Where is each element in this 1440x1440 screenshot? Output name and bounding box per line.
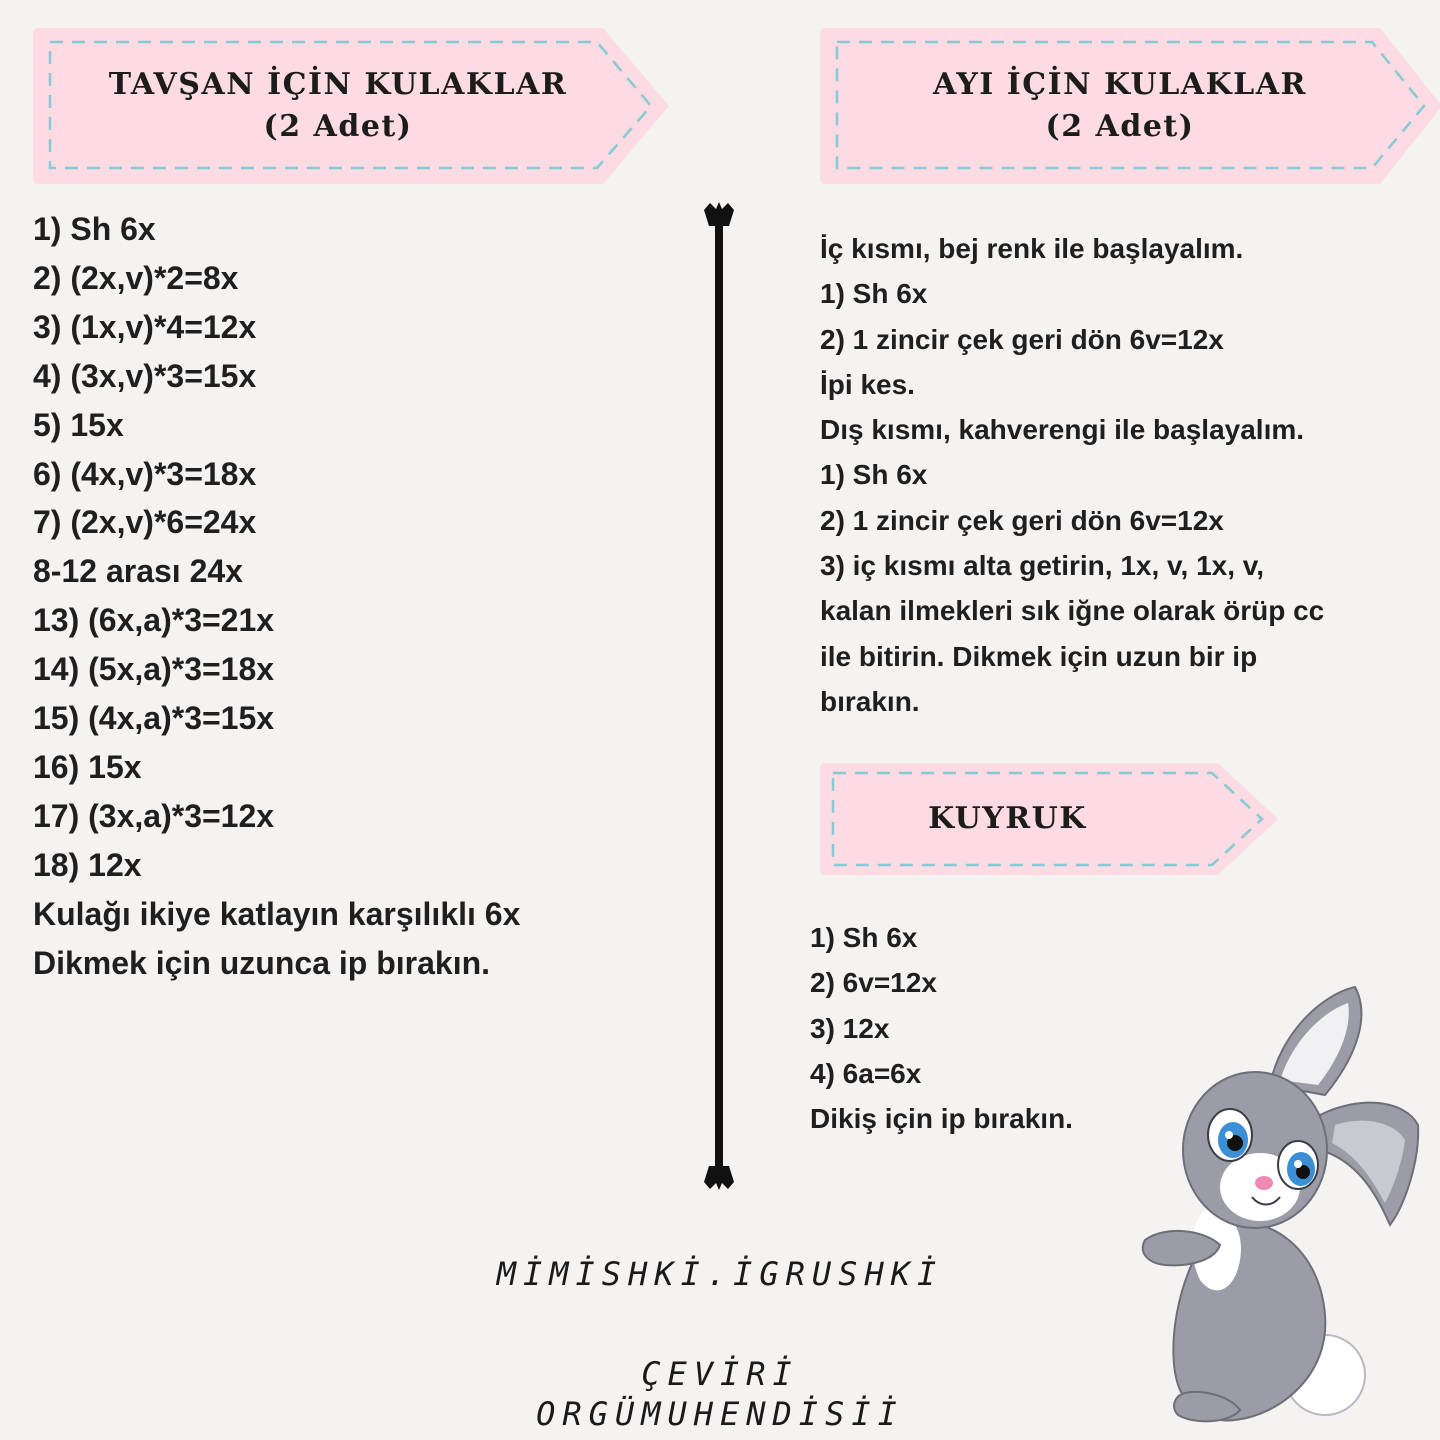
list-item: 8-12 arası 24x [33, 553, 243, 590]
list-item: kalan ilmekleri sık iğne olarak örüp cc [820, 595, 1325, 627]
list-item: Kulağı ikiye katlayın karşılıklı 6x [33, 895, 521, 932]
list-item: 15) (4x,a)*3=15x [33, 700, 275, 737]
list-item: 6) (4x,v)*3=18x [33, 455, 257, 492]
list-item: 14) (5x,a)*3=18x [33, 651, 275, 688]
banner-tail [820, 763, 1280, 875]
section-title: TAVŞAN İÇİN KULAKLAR [108, 67, 568, 102]
list-item: 1) Sh 6x [810, 922, 918, 953]
rabbit-ears-steps [33, 205, 520, 988]
list-item: 1) Sh 6x [820, 278, 928, 310]
list-item: 2) (2x,v)*2=8x [33, 259, 239, 296]
list-item: 2) 1 zincir çek geri dön 6v=12x [820, 504, 1224, 536]
list-item: 18) 12x [33, 846, 142, 883]
section-title: KUYRUK [928, 801, 1087, 836]
section-subtitle: (2 Adet) [1045, 109, 1195, 144]
credit-translator: ORGÜMUHENDİSİİ [536, 1395, 904, 1433]
list-item: 1) Sh 6x [33, 211, 156, 247]
banner-bear-ears [820, 28, 1440, 184]
credit-translation-label: ÇEVİRİ [641, 1355, 799, 1393]
bunny-illustration-icon [1120, 975, 1420, 1435]
section-subtitle: (2 Adet) [263, 109, 413, 144]
list-item: 7) (2x,v)*6=24x [33, 504, 257, 541]
list-item: Dış kısmı, kahverengi ile başlayalım. [820, 414, 1305, 446]
credit-account: MİMİSHKİ.İGRUSHKİ [496, 1255, 944, 1293]
list-item: 2) 1 zincir çek geri dön 6v=12x [820, 323, 1224, 355]
list-item: Dikmek için uzunca ip bırakın. [33, 944, 491, 981]
list-item: 3) (1x,v)*4=12x [33, 308, 257, 345]
column-divider [699, 200, 739, 1195]
list-item: 3) iç kısmı alta getirin, 1x, v, 1x, v, [820, 550, 1265, 582]
tail-steps [810, 915, 1073, 1141]
section-title: AYI İÇİN KULAKLAR [933, 67, 1307, 102]
list-item: 2) 6v=12x [810, 967, 937, 999]
list-item: 16) 15x [33, 748, 142, 785]
list-item: 4) (3x,v)*3=15x [33, 357, 257, 394]
list-item: 13) (6x,a)*3=21x [33, 602, 275, 639]
list-item: 1) Sh 6x [820, 459, 928, 491]
list-item: Dikiş için ip bırakın. [810, 1103, 1073, 1135]
list-item: 17) (3x,a)*3=12x [33, 797, 275, 834]
list-item: ile bitirin. Dikmek için uzun bir ip [820, 640, 1258, 672]
banner-rabbit-ears [33, 28, 673, 184]
bear-ears-steps [820, 226, 1324, 724]
list-item: İç kısmı, bej renk ile başlayalım. [820, 233, 1244, 264]
list-item: İpi kes. [820, 368, 915, 400]
list-item: 5) 15x [33, 406, 124, 443]
list-item: 4) 6a=6x [810, 1057, 922, 1089]
list-item: bırakın. [820, 685, 920, 717]
list-item: 3) 12x [810, 1012, 890, 1044]
